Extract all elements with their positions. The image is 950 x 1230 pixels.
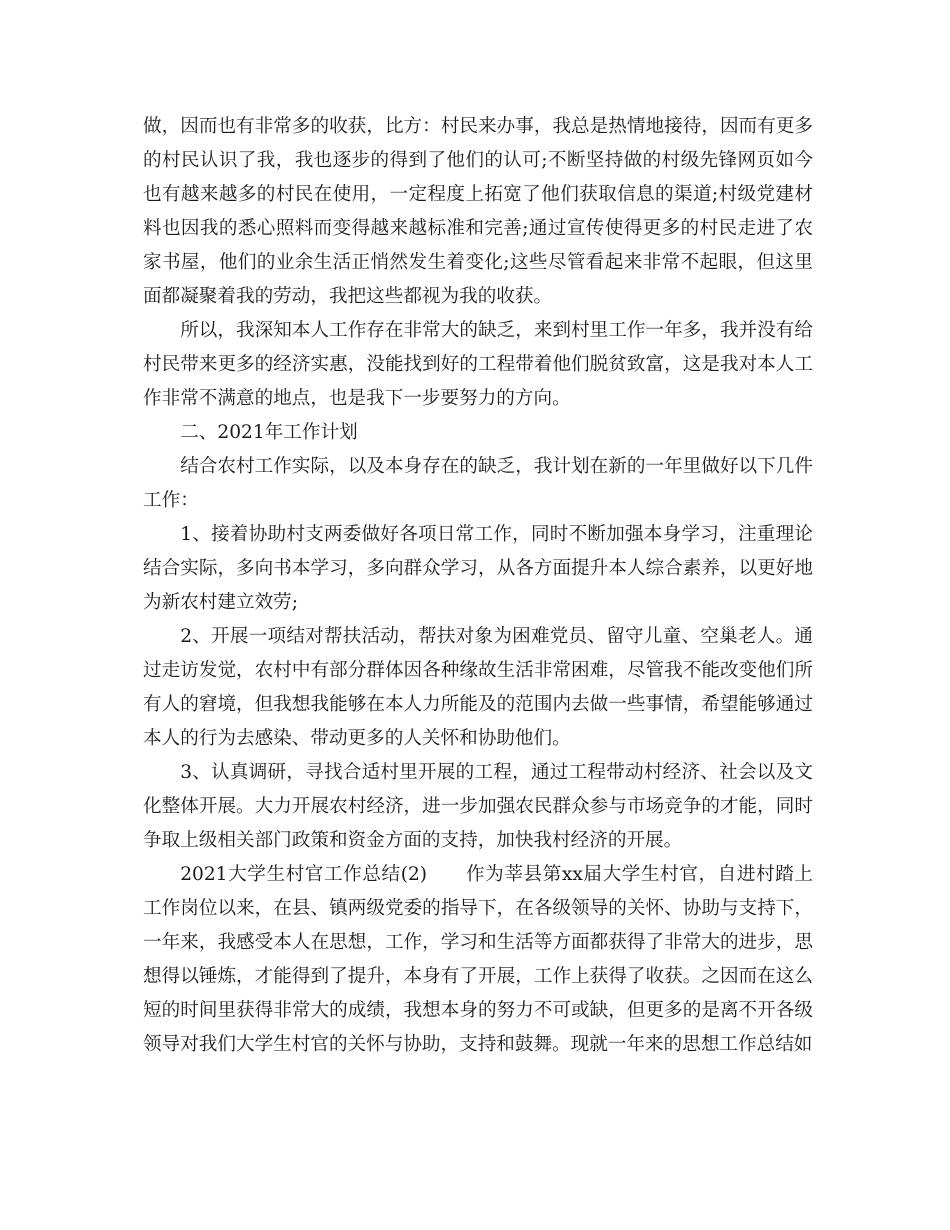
paragraph-1: 做，因而也有非常多的收获，比方：村民来办事，我总是热情地接待，因而有更多的村民认识了我，我也逐步的得到了他们的认可;不断坚持做的村级先锋网页如今也有越来越多的村民在使用，一定程度上拓宽了他们获取信息的渠道;村级党建材料也因我的悉心照料而变得越来越标准和完善;通过宣传使得更多的村民走进了农家书屋，他们的业余生活正悄然发生着变化;这些尽管看起来非常不起眼，但这里面都凝聚着我的劳动，我把这些都视为我的收获。 — [143, 116, 813, 307]
paragraph-2: 所以，我深知本人工作存在非常大的缺乏，来到村里工作一年多，我并没有给村民带来更多的经济实惠，没能找到好的工程带着他们脱贫致富，这是我对本人工作非常不满意的地点，也是我下一步要努力的方向。 — [143, 320, 813, 409]
document-body — [143, 110, 813, 1062]
list-item-2: 2、开展一项结对帮扶活动，帮扶对象为困难党员、留守儿童、空巢老人。通过走访发觉，农村中有部分群体因各种缘故生活非常困难，尽管我不能改变他们所有人的窘境，但我想我能够在本人力所能及的范围内去做一些事情，希望能够通过本人的行为去感染、带动更多的人关怀和协助他们。 — [143, 626, 813, 749]
list-item-3: 3、认真调研，寻找合适村里开展的工程，通过工程带动村经济、社会以及文化整体开展。大力开展农村经济，进一步加强农民群众参与市场竞争的才能，同时争取上级相关部门政策和资金方面的支持，加快我村经济的开展。 — [143, 762, 813, 851]
list-item-1: 1、接着协助村支两委做好各项日常工作，同时不断加强本身学习，注重理论结合实际，多向书本学习，多向群众学习，从各方面提升本人综合素养，以更好地为新农村建立效劳; — [143, 524, 813, 613]
paragraph-4: 2021大学生村官工作总结(2) 作为莘县第xx届大学生村官，自进村踏上工作岗位以来，在县、镇两级党委的指导下，在各级领导的关怀、协助与支持下，一年来，我感受本人在思想，工作，学习和生活等方面都获得了非常大的进步，思想得以锤炼，才能得到了提升，本身有了开展，工作上获得了收获。之因而在这么短的时间里获得非常大的成绩，我想本身的努力不可或缺，但更多的是离不开各级领导对我们大学生村官的关怀与协助，支持和鼓舞。现就一年来的思想工作总结如 — [143, 864, 813, 1055]
paragraph-3: 结合农村工作实际，以及本身存在的缺乏，我计划在新的一年里做好以下几件工作： — [143, 456, 813, 511]
section-heading-plan: 二、2021年工作计划 — [180, 422, 358, 443]
